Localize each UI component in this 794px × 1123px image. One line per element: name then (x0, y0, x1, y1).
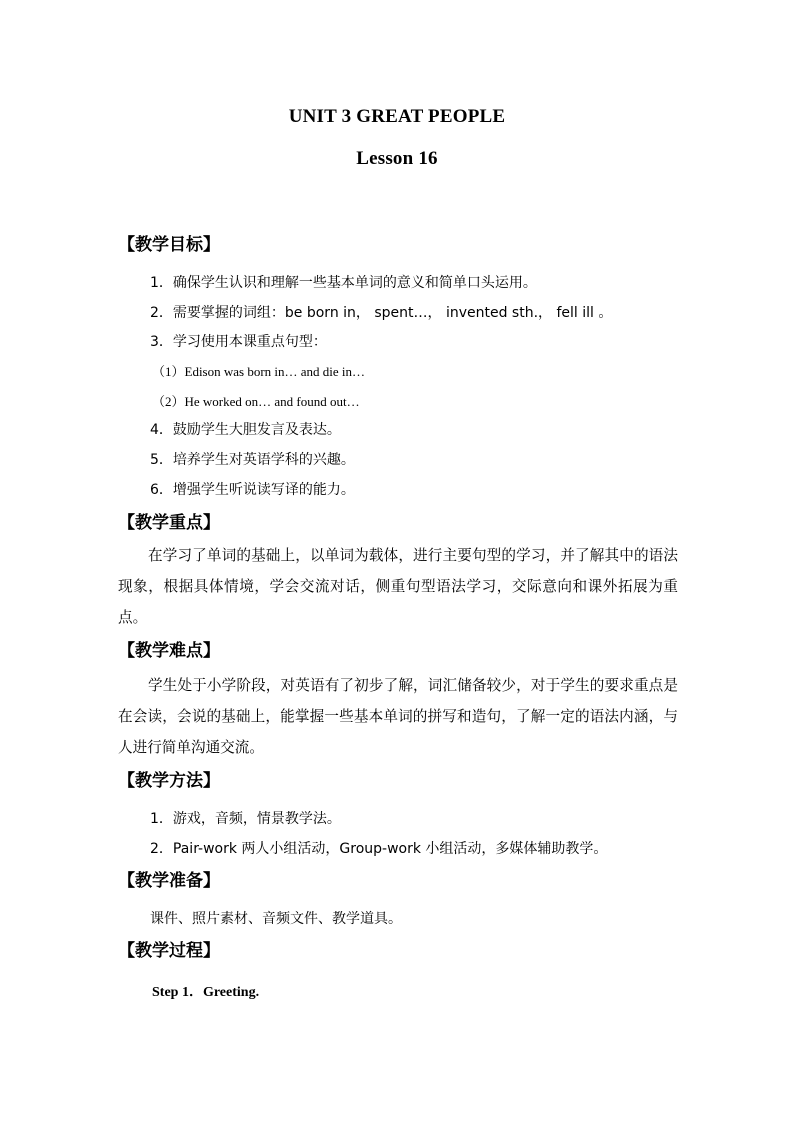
sentence-pattern-1: （1）Edison was born in… and die in… (152, 364, 366, 379)
objective-item-2: 2．需要掌握的词组：be born in， spent…， invented sth.， fell ill 。 (150, 305, 613, 321)
section-heading-methods: 【教学方法】 (118, 771, 220, 791)
objective-item-6: 6．增强学生听说读写译的能力。 (150, 482, 355, 498)
lesson-title: Lesson 16 (356, 148, 438, 169)
objective-item-5: 5．培养学生对英语学科的兴趣。 (150, 452, 355, 468)
unit-title: UNIT 3 GREAT PEOPLE (288, 106, 506, 127)
preparation-text: 课件、照片素材、音频文件、教学道具。 (150, 911, 402, 927)
section-heading-process: 【教学过程】 (118, 941, 220, 961)
objective-item-3: 3．学习使用本课重点句型： (150, 334, 327, 350)
objective-item-4: 4．鼓励学生大胆发言及表达。 (150, 422, 341, 438)
key-points-paragraph: 在学习了单词的基础上，以单词为载体，进行主要句型的学习，并了解其中的语法现象，根据具体情境，学会交流对话，侧重句型语法学习，交际意向和课外拓展为重点。 (118, 547, 678, 626)
section-heading-objectives: 【教学目标】 (118, 235, 220, 255)
section-heading-key-points: 【教学重点】 (118, 513, 220, 533)
objective-item-1: 1．确保学生认识和理解一些基本单词的意义和简单口头运用。 (150, 275, 537, 291)
section-heading-difficulties: 【教学难点】 (118, 641, 220, 661)
method-item-2: 2．Pair-work 两人小组活动，Group-work 小组活动，多媒体辅助教学。 (150, 841, 608, 857)
sentence-pattern-2: （2）He worked on… and found out… (152, 394, 360, 409)
section-heading-preparation: 【教学准备】 (118, 871, 220, 891)
method-item-1: 1．游戏，音频，情景教学法。 (150, 811, 341, 827)
difficulties-paragraph: 学生处于小学阶段，对英语有了初步了解，词汇储备较少，对于学生的要求重点是在会读，会说的基础上，能掌握一些基本单词的拼写和造句，了解一定的语法内涵，与人进行简单沟通交流。 (118, 677, 678, 756)
step-1-label: Step 1．Greeting. (152, 985, 260, 1000)
